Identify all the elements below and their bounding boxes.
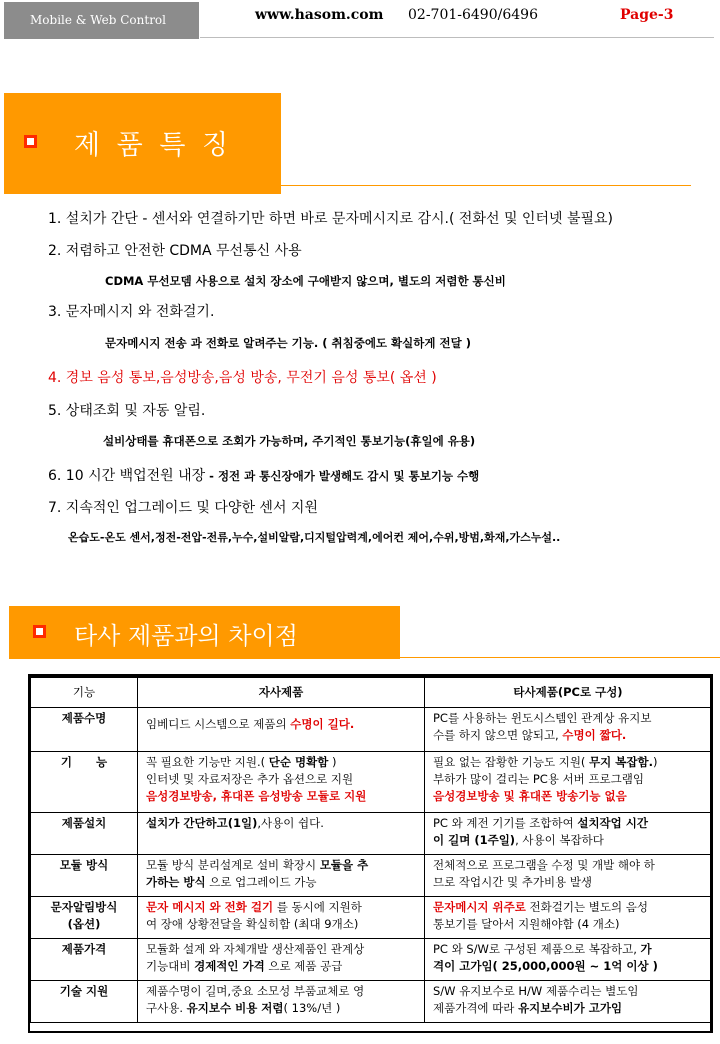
cell-text: S/W 유지보수로 H/W 제품수리는 별도임 <box>433 984 639 998</box>
cell-bold: 가 <box>640 942 652 956</box>
row-feature <box>31 981 138 1023</box>
cell-bold: 단순 명확함 <box>268 755 329 769</box>
header-divider <box>200 37 714 38</box>
feature-item-4: 4. 경보 음성 통보,음성방송,음성 방송, 무전기 음성 통보( 옵션 ) <box>48 370 437 386</box>
cell-text: 제품수명이 길며,중요 소모성 부품교체로 영 <box>146 984 365 998</box>
cell-highlight: 문자메시지 위주로 <box>433 900 526 914</box>
row-feature-label: 제품설치 <box>61 816 107 830</box>
table-row <box>31 708 712 752</box>
row-feature-label: 제품가격 <box>61 942 107 956</box>
cell-text: 모듈화 설계 와 자체개발 생산제품인 관계상 <box>146 942 365 956</box>
cell-text: 필요 없는 잡황한 기능도 지원( <box>433 755 590 769</box>
feature-item-6-detail: - 정전 과 통신장애가 발생해도 감시 및 통보기능 수행 <box>205 469 480 483</box>
cell-bold: 이 길며 (1주일) <box>433 833 516 847</box>
feature-item-6-label: 6. 10 시간 백업전원 내장 <box>48 468 206 484</box>
section-tag: Mobile & Web Control <box>4 2 199 39</box>
row-theirs <box>425 708 712 752</box>
cell-bold: 설치가 간단하고(1일) <box>146 816 258 830</box>
row-ours <box>138 897 425 939</box>
row-ours <box>138 752 425 813</box>
cell-text: ,사용이 쉽다. <box>257 816 324 830</box>
cell-bold: 모듈을 추 <box>319 858 369 872</box>
comparison-title: 타사 제품과의 차이점 <box>74 622 298 650</box>
row-theirs <box>425 813 712 855</box>
cell-text: 으로 업그레이드 가능 <box>205 875 317 889</box>
feature-item-6 <box>48 465 479 485</box>
cell-highlight: 음성경보방송, 휴대폰 음성방송 모듈로 지원 <box>146 789 367 803</box>
cell-text: 수를 하지 않으면 않되고, <box>433 728 563 742</box>
website-link[interactable]: www.hasom.com <box>255 7 384 23</box>
cell-bold: 설치작업 시간 <box>577 816 649 830</box>
row-theirs <box>425 981 712 1023</box>
table-row <box>31 813 712 855</box>
features-rule <box>281 185 691 186</box>
feature-item-5-detail: 설비상태를 휴대폰으로 조회가 가능하며, 주기적인 통보기능(휴일에 유용) <box>103 434 476 448</box>
feature-item-2: 2. 저렴하고 안전한 CDMA 무선통신 사용 <box>48 243 302 259</box>
cell-text: 전체적으로 프로그램을 수정 및 개발 해야 하 <box>433 858 655 872</box>
row-feature <box>31 813 138 855</box>
cell-bold: 경제적인 가격 <box>194 959 265 973</box>
cell-bold: 무지 복잡함. <box>589 755 653 769</box>
feature-item-3: 3. 문자메시지 와 전화걸기. <box>48 304 215 320</box>
cell-text: 임베디드 시스템으로 제품의 <box>146 717 291 731</box>
row-ours <box>138 939 425 981</box>
row-feature <box>31 752 138 813</box>
feature-item-1: 1. 설치가 간단 - 센서와 연결하기만 하면 바로 문자메시지로 감시.( 전화선 및 인터넷 불필요) <box>48 211 613 227</box>
row-feature-sublabel: (옵션) <box>67 917 101 931</box>
cell-bold: 가하는 방식 <box>146 875 206 889</box>
cell-text: 므로 작업시간 및 추가비용 발생 <box>433 875 593 889</box>
row-feature <box>31 855 138 897</box>
cell-text: ) <box>328 755 337 769</box>
table-row <box>31 897 712 939</box>
cell-text: 여 장애 상황전달을 확실히함 (최대 9개소) <box>146 917 359 931</box>
feature-item-7: 7. 지속적인 업그레이드 및 다양한 센서 지원 <box>48 500 318 516</box>
row-ours <box>138 708 425 752</box>
row-feature-label: 모듈 방식 <box>59 858 109 872</box>
cell-text: PC 와 S/W로 구성된 제품으로 복잡하고, <box>433 942 641 956</box>
page-number: Page-3 <box>620 7 674 23</box>
cell-text: 기능대비 <box>146 959 195 973</box>
cell-text: 부하가 많이 걸리는 PC용 서버 프로그램임 <box>433 772 644 786</box>
row-ours <box>138 855 425 897</box>
feature-item-2-detail: CDMA 무선모뎀 사용으로 설치 장소에 구애받지 않으며, 별도의 저렴한 통신비 <box>105 274 506 288</box>
features-title: 제 품 특 징 <box>74 130 233 161</box>
cell-text: , 사용이 복잡하다 <box>515 833 604 847</box>
row-feature <box>31 708 138 752</box>
row-ours <box>138 981 425 1023</box>
header-theirs: 타사제품(PC로 구성) <box>425 678 712 708</box>
table-row <box>31 752 712 813</box>
cell-text: ( 13%/년 ) <box>283 1001 341 1015</box>
cell-bold: 유지보수비가 고가임 <box>518 1001 623 1015</box>
checkbox-bullet-icon <box>33 625 46 638</box>
table-border-bottom <box>30 1031 711 1033</box>
cell-text: 제품가격에 따라 <box>433 1001 519 1015</box>
comparison-banner <box>9 606 400 659</box>
cell-text: 통보기를 달아서 지원해야함 (4 개소) <box>433 917 620 931</box>
table-row <box>31 981 712 1023</box>
row-theirs <box>425 897 712 939</box>
cell-text: 꼭 필요한 기능만 지원.( <box>146 755 269 769</box>
table-row <box>31 939 712 981</box>
checkbox-bullet-icon <box>24 135 37 148</box>
row-feature <box>31 939 138 981</box>
cell-text: PC를 사용하는 윈도시스템인 관계상 유지보 <box>433 711 652 725</box>
feature-item-7-detail: 온습도-온도 센서,정전-전압-전류,누수,설비알람,디지털압력계,에어컨 제어,수위,방범,화재,가스누설.. <box>68 531 561 544</box>
cell-text: PC 와 계전 기기를 조합하여 <box>433 816 578 830</box>
row-feature-label: 기 능 <box>60 755 108 769</box>
row-theirs <box>425 855 712 897</box>
comparison-table <box>30 677 712 1023</box>
row-feature-label: 제품수명 <box>61 711 107 725</box>
row-feature-label: 문자알림방식 <box>50 900 118 914</box>
cell-text: ) <box>653 755 658 769</box>
feature-item-3-detail: 문자메시지 전송 과 전화로 알려주는 기능. ( 취침중에도 확실하게 전달 ) <box>105 336 471 350</box>
table-header-row <box>31 678 712 708</box>
cell-highlight: 수명이 길다. <box>290 717 355 731</box>
row-theirs <box>425 752 712 813</box>
cell-text: 으로 제품 공급 <box>264 959 343 973</box>
cell-text: 인터넷 및 자료저장은 추가 옵션으로 지원 <box>146 772 354 786</box>
cell-text: 구사용. <box>146 1001 187 1015</box>
row-feature <box>31 897 138 939</box>
header-ours: 자사제품 <box>138 678 425 708</box>
cell-highlight: 문자 메시지 와 전화 걸기 <box>146 900 274 914</box>
features-banner <box>4 93 281 194</box>
table-row <box>31 855 712 897</box>
cell-text: 모듈 방식 분리설계로 설비 확장시 <box>146 858 320 872</box>
cell-text: 전화걸기는 별도의 음성 <box>525 900 648 914</box>
cell-highlight: 음성경보방송 및 휴대폰 방송기능 없음 <box>433 789 627 803</box>
cell-bold: 격이 고가임( 25,000,000원 ~ 1억 이상 ) <box>433 959 658 973</box>
phone-number: 02-701-6490/6496 <box>408 7 538 23</box>
cell-bold: 유지보수 비용 저렴 <box>186 1001 284 1015</box>
row-feature-label: 기술 지원 <box>59 984 109 998</box>
cell-highlight: 수명이 짧다. <box>562 728 627 742</box>
feature-item-5: 5. 상태조회 및 자동 알림. <box>48 403 206 419</box>
row-theirs <box>425 939 712 981</box>
comparison-rule <box>400 657 720 658</box>
row-ours <box>138 813 425 855</box>
header-feature: 기능 <box>31 678 138 708</box>
cell-text: 를 동시에 지원하 <box>273 900 362 914</box>
